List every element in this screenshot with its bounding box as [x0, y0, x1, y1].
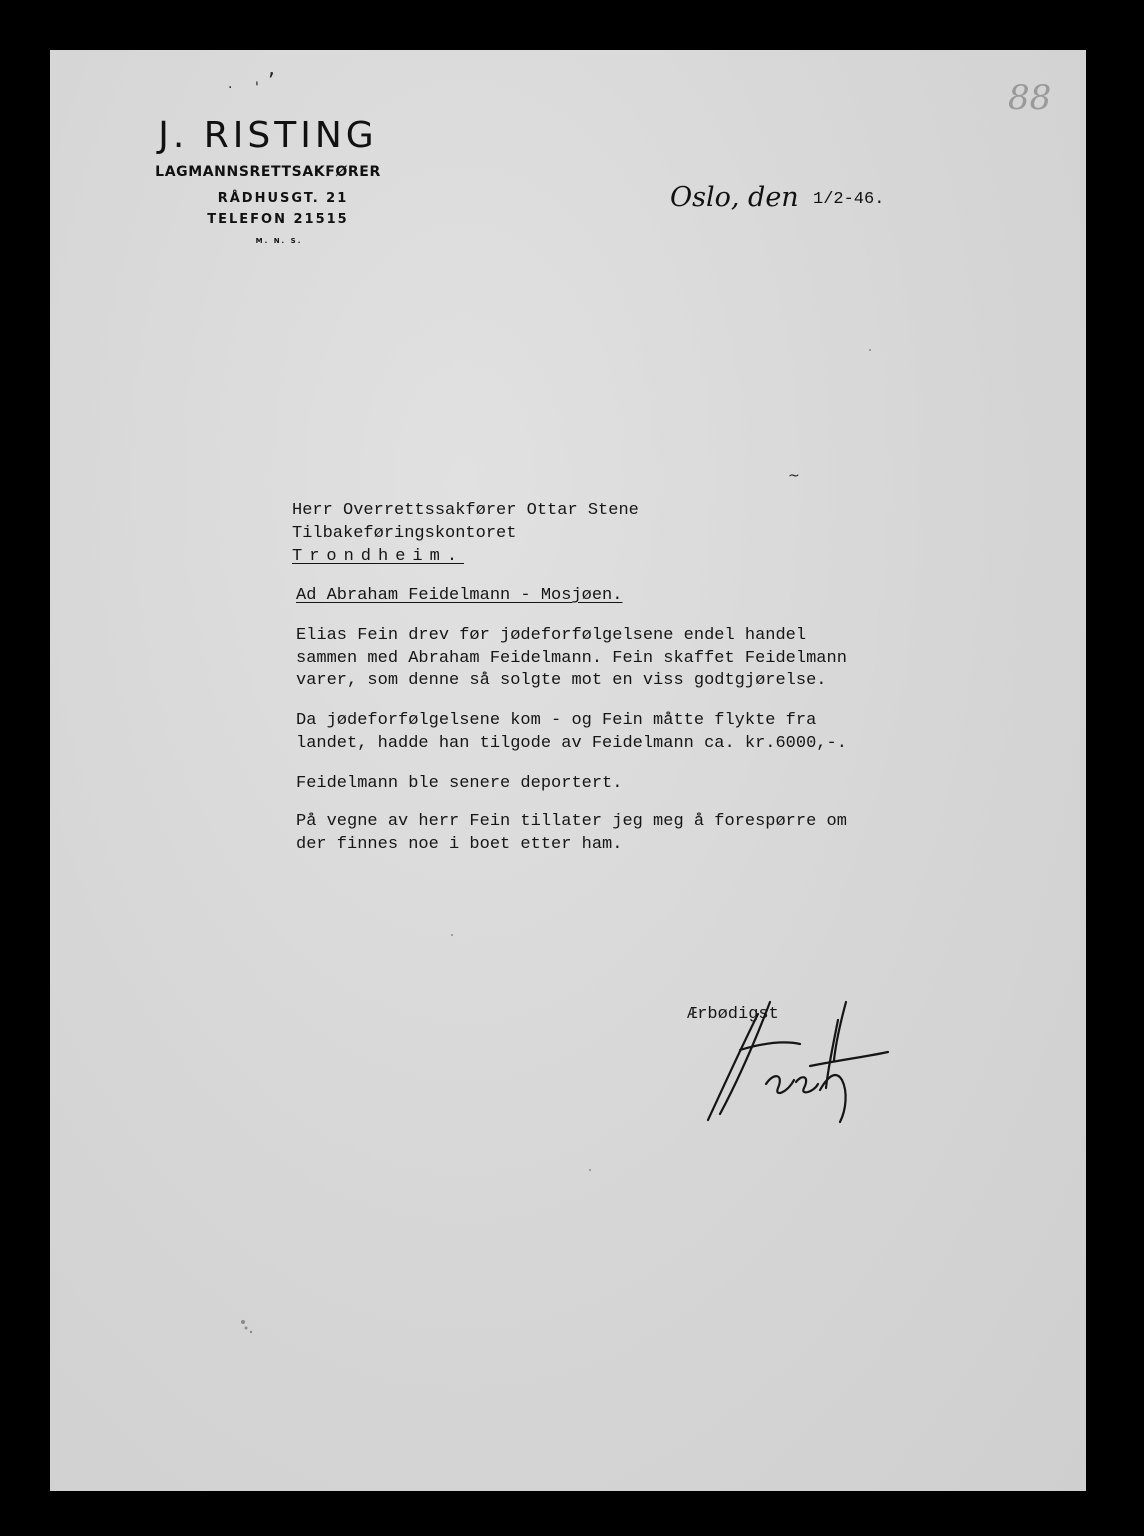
body-line: der finnes noe i boet etter ham. [296, 835, 623, 854]
recipient-line-2: Tilbakeføringskontoret [292, 524, 517, 543]
body-line: sammen med Abraham Feidelmann. Fein skaffet Feidelmann [296, 649, 847, 668]
stray-mark: · [228, 80, 233, 96]
body-line: Da jødeforfølgelsene kom - og Fein måtte flykte fra [296, 711, 817, 730]
letterhead-phone: TELEFON 21515 [207, 212, 349, 227]
subject-line: Ad Abraham Feidelmann - Mosjøen. [296, 586, 623, 605]
body-line: varer, som denne så solgte mot en viss godtgjørelse. [296, 671, 827, 690]
letter-page [50, 50, 1086, 1491]
body-line: Elias Fein drev før jødeforfølgelsene endel handel [296, 626, 807, 645]
letterhead-title: LAGMANNSRETTSAKFØRER [155, 164, 381, 180]
paper-specks [50, 50, 1086, 1491]
body-line: landet, hadde han tilgode av Feidelmann ca. kr.6000,-. [296, 734, 847, 753]
page-number: 88 [1008, 78, 1052, 118]
letterhead-name: J. RISTING [158, 115, 378, 156]
body-line: Feidelmann ble senere deportert. [296, 774, 623, 793]
dateline-place: Oslo, den [670, 182, 799, 213]
body-line: På vegne av herr Fein tillater jeg meg å forespørre om [296, 812, 847, 831]
dateline-date: 1/2-46. [813, 190, 885, 209]
letterhead-address: RÅDHUSGT. 21 [217, 191, 349, 206]
recipient-line-3: Trondheim. [292, 547, 465, 566]
recipient-line-1: Herr Overrettssakfører Ottar Stene [292, 501, 639, 520]
stray-mark: , [268, 56, 275, 81]
stray-mark: ' [255, 80, 259, 96]
letterhead-mns: M. N. S. [255, 237, 303, 245]
closing-text: Ærbødigst [687, 1005, 779, 1024]
stray-mark: ~ [788, 468, 800, 484]
